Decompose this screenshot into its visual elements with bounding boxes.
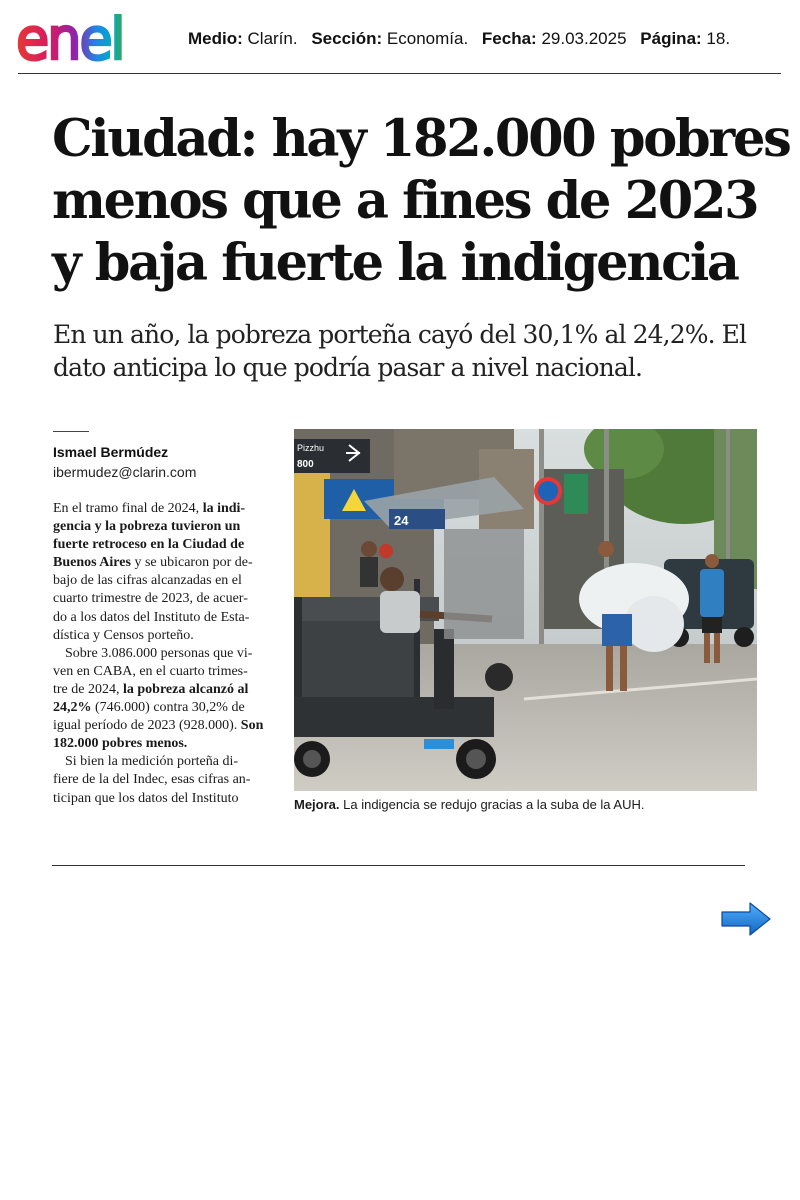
author-name: Ismael Bermúdez bbox=[53, 444, 169, 460]
body-line: Si bien la medición porteña di- bbox=[65, 754, 239, 770]
pagina-label: Página: bbox=[640, 29, 702, 48]
fecha-label: Fecha: bbox=[481, 29, 537, 48]
fecha-value: 29.03.2025 bbox=[541, 29, 627, 48]
author-email: ibermudez@clarin.com bbox=[53, 464, 197, 480]
body-line: Sobre 3.086.000 personas que vi- bbox=[65, 645, 253, 661]
medio-value: Clarín. bbox=[247, 29, 298, 48]
body-line: ticipan que los datos del Instituto bbox=[53, 790, 239, 806]
headline-line: menos que a fines de 2023 bbox=[52, 171, 758, 231]
body-line: fiere de la del Indec, esas cifras an- bbox=[53, 772, 251, 788]
headline-line: Ciudad: hay 182.000 pobres bbox=[52, 109, 790, 169]
bottom-divider bbox=[52, 865, 745, 866]
medio-label: Medio: bbox=[188, 29, 243, 48]
svg-text:24: 24 bbox=[394, 513, 409, 528]
svg-text:800: 800 bbox=[297, 459, 314, 470]
body-line: bajo de las cifras alcanzadas en el bbox=[53, 573, 242, 589]
enel-logo bbox=[16, 8, 168, 68]
seccion-value: Economía. bbox=[386, 29, 469, 48]
byline-divider bbox=[53, 431, 89, 432]
subhead-line: dato anticipa lo que podría pasar a nivel nacional. bbox=[53, 353, 643, 382]
body-line: ven en CABA, en el cuarto trimes- bbox=[53, 663, 248, 679]
body-line: tre de 2024, la pobreza alcanzó al bbox=[53, 681, 249, 697]
pagina-value: 18. bbox=[706, 29, 731, 48]
clipping-metadata bbox=[188, 29, 730, 49]
subhead-line: En un año, la pobreza porteña cayó del 30,1% al 24,2%. El bbox=[53, 320, 747, 349]
body-line: 182.000 pobres menos. bbox=[53, 736, 188, 752]
caption-lead: Mejora. bbox=[294, 797, 340, 812]
body-line: 24,2% (746.000) contra 30,2% de bbox=[53, 700, 245, 716]
body-line: do a los datos del Instituto de Esta- bbox=[53, 609, 250, 625]
photo-caption bbox=[294, 797, 644, 812]
headline-line: y baja fuerte la indigencia bbox=[52, 233, 738, 293]
article-subheadline bbox=[53, 318, 773, 384]
article-body bbox=[53, 500, 278, 808]
body-line: gencia y la pobreza tuvieron un bbox=[53, 519, 241, 535]
body-line: cuarto trimestre de 2023, de acuer- bbox=[53, 591, 248, 607]
seccion-label: Sección: bbox=[311, 29, 383, 48]
svg-text:Pizzhu: Pizzhu bbox=[297, 443, 325, 453]
right-arrow-icon[interactable] bbox=[720, 901, 772, 937]
clipping-header bbox=[0, 0, 800, 76]
body-line: igual período de 2023 (928.000). Son bbox=[53, 718, 264, 734]
body-line: dística y Censos porteño. bbox=[53, 627, 194, 643]
street-photo bbox=[294, 429, 757, 791]
header-divider bbox=[18, 73, 781, 74]
caption-text: La indigencia se redujo gracias a la suba de la AUH. bbox=[339, 797, 645, 812]
body-line: En el tramo final de 2024, la indi- bbox=[53, 501, 246, 516]
body-line: fuerte retroceso en la Ciudad de bbox=[53, 537, 245, 553]
body-line: Buenos Aires y se ubicaron por de- bbox=[53, 555, 253, 571]
article-headline bbox=[52, 108, 790, 294]
svg-text:enel: enel bbox=[16, 8, 124, 68]
